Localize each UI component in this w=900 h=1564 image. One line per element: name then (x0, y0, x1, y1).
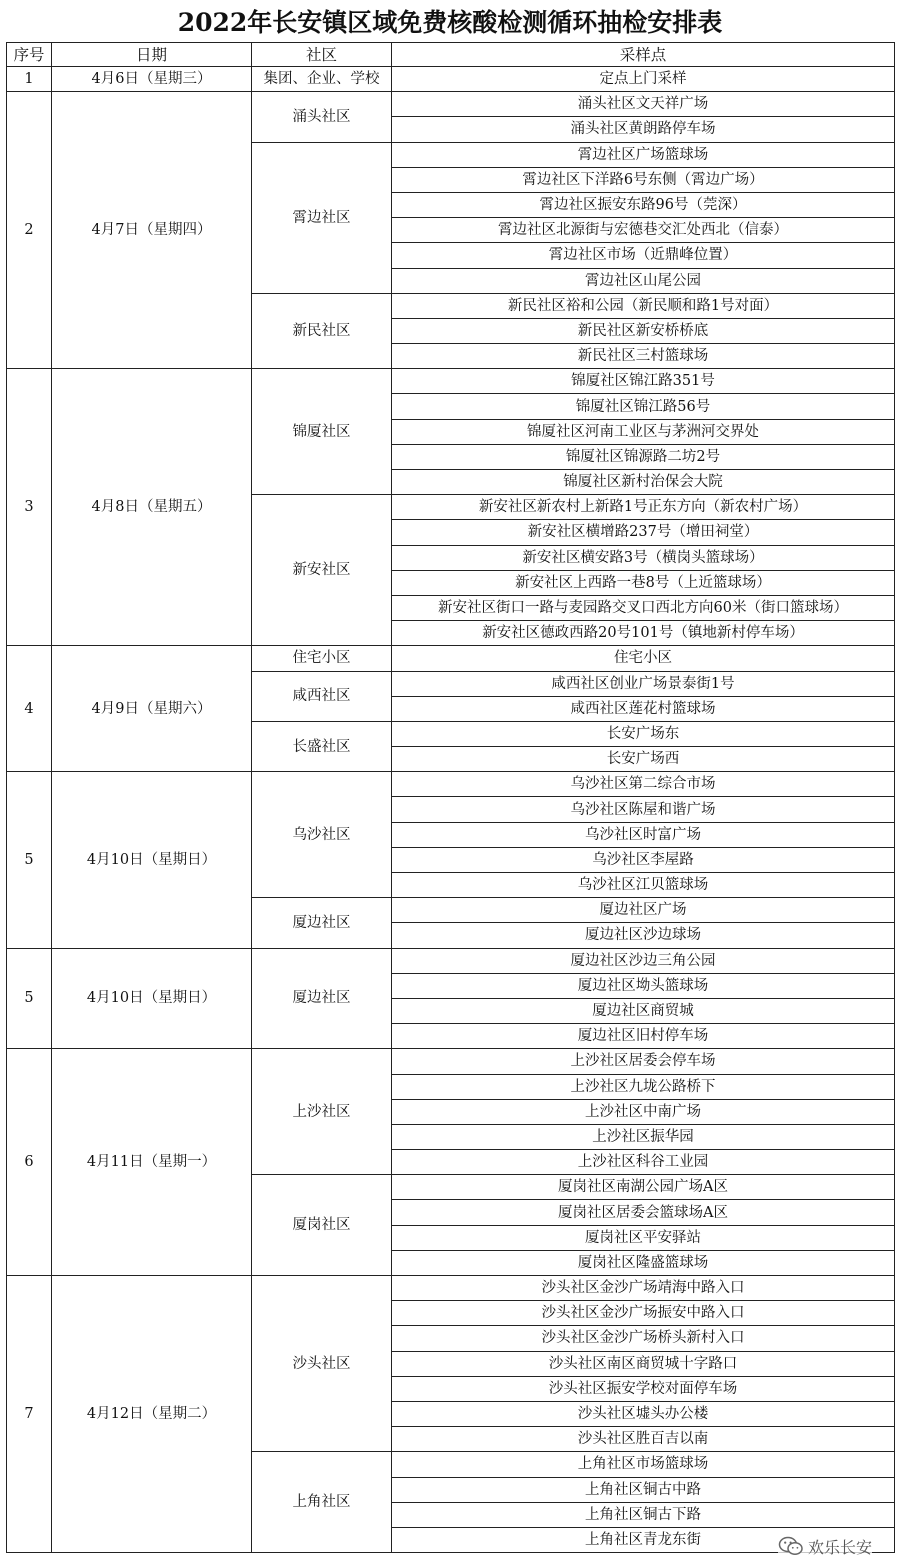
cell-site: 厦边社区广场 (392, 898, 895, 923)
cell-site: 锦厦社区河南工业区与茅洲河交界处 (392, 419, 895, 444)
cell-no: 5 (7, 948, 52, 1049)
cell-site: 新安社区德政西路20号101号（镇地新村停车场） (392, 621, 895, 646)
cell-site: 上沙社区振华园 (392, 1124, 895, 1149)
table-row (7, 1049, 895, 1074)
table-body (7, 67, 895, 1553)
cell-date: 4月9日（星期六） (52, 646, 252, 772)
cell-no: 1 (7, 67, 52, 92)
cell-site: 定点上门采样 (392, 67, 895, 92)
table-row (7, 948, 895, 973)
cell-site: 乌沙社区时富广场 (392, 822, 895, 847)
cell-site: 上沙社区中南广场 (392, 1099, 895, 1124)
cell-community: 集团、企业、学校 (252, 67, 392, 92)
cell-site: 乌沙社区陈屋和谐广场 (392, 797, 895, 822)
cell-site: 咸西社区莲花村篮球场 (392, 696, 895, 721)
cell-site: 厦岗社区平安驿站 (392, 1225, 895, 1250)
cell-date: 4月6日（星期三） (52, 67, 252, 92)
wechat-icon (778, 1536, 804, 1556)
cell-site: 沙头社区金沙广场振安中路入口 (392, 1301, 895, 1326)
table-row (7, 646, 895, 671)
cell-site: 住宅小区 (392, 646, 895, 671)
cell-no: 3 (7, 369, 52, 646)
cell-site: 锦厦社区锦江路56号 (392, 394, 895, 419)
cell-community: 长盛社区 (252, 721, 392, 771)
cell-community: 新民社区 (252, 293, 392, 369)
cell-site: 厦边社区沙边球场 (392, 923, 895, 948)
cell-site: 长安广场西 (392, 747, 895, 772)
cell-site: 新安社区新农村上新路1号正东方向（新农村广场） (392, 495, 895, 520)
cell-site: 霄边社区广场篮球场 (392, 142, 895, 167)
cell-community: 锦厦社区 (252, 369, 392, 495)
cell-site: 厦岗社区居委会篮球场A区 (392, 1200, 895, 1225)
cell-community: 霄边社区 (252, 142, 392, 293)
cell-site: 锦厦社区锦源路二坊2号 (392, 444, 895, 469)
table-row (7, 772, 895, 797)
cell-site: 涌头社区文天祥广场 (392, 92, 895, 117)
cell-site: 厦边社区商贸城 (392, 998, 895, 1023)
header-date: 日期 (52, 43, 252, 67)
cell-date: 4月11日（星期一） (52, 1049, 252, 1276)
cell-site: 厦岗社区南湖公园广场A区 (392, 1175, 895, 1200)
cell-site: 上沙社区科谷工业园 (392, 1150, 895, 1175)
cell-site: 乌沙社区江贝篮球场 (392, 873, 895, 898)
cell-date: 4月10日（星期日） (52, 772, 252, 948)
cell-site: 沙头社区金沙广场桥头新村入口 (392, 1326, 895, 1351)
cell-date: 4月7日（星期四） (52, 92, 252, 369)
cell-site: 新民社区裕和公园（新民顺和路1号对面） (392, 293, 895, 318)
cell-site: 新安社区街口一路与麦园路交叉口西北方向60米（街口篮球场） (392, 595, 895, 620)
cell-site: 上角社区市场篮球场 (392, 1452, 895, 1477)
watermark-text: 欢乐长安 (807, 1537, 872, 1557)
cell-site: 沙头社区胜百吉以南 (392, 1427, 895, 1452)
cell-site: 厦边社区旧村停车场 (392, 1024, 895, 1049)
header-row (7, 43, 895, 67)
page-title: 2022年长安镇区域免费核酸检测循环抽检安排表 (177, 8, 723, 37)
cell-date: 4月12日（星期二） (52, 1276, 252, 1553)
cell-community: 厦岗社区 (252, 1175, 392, 1276)
header-no: 序号 (7, 43, 52, 67)
cell-site: 厦边社区坳头篮球场 (392, 973, 895, 998)
cell-site: 长安广场东 (392, 721, 895, 746)
cell-community: 新安社区 (252, 495, 392, 646)
watermark (778, 1535, 872, 1557)
cell-site: 锦厦社区锦江路351号 (392, 369, 895, 394)
cell-no: 5 (7, 772, 52, 948)
header-community: 社区 (252, 43, 392, 67)
table-row (7, 369, 895, 394)
cell-site: 沙头社区南区商贸城十字路口 (392, 1351, 895, 1376)
cell-community: 厦边社区 (252, 948, 392, 1049)
cell-site: 乌沙社区第二综合市场 (392, 772, 895, 797)
cell-site: 上角社区铜古下路 (392, 1502, 895, 1527)
schedule-table (6, 42, 895, 1553)
cell-site: 新安社区横增路237号（增田祠堂） (392, 520, 895, 545)
cell-site: 涌头社区黄朗路停车场 (392, 117, 895, 142)
header-site: 采样点 (392, 43, 895, 67)
cell-site: 霄边社区北源街与宏德巷交汇处西北（信泰） (392, 218, 895, 243)
cell-community: 上角社区 (252, 1452, 392, 1553)
cell-community: 厦边社区 (252, 898, 392, 948)
cell-site: 新民社区新安桥桥底 (392, 318, 895, 343)
cell-site: 咸西社区创业广场景泰街1号 (392, 671, 895, 696)
cell-site: 霄边社区振安东路96号（莞深） (392, 192, 895, 217)
cell-site: 霄边社区市场（近鼎峰位置） (392, 243, 895, 268)
cell-site: 乌沙社区李屋路 (392, 847, 895, 872)
cell-site: 霄边社区山尾公园 (392, 268, 895, 293)
cell-site: 上沙社区居委会停车场 (392, 1049, 895, 1074)
cell-no: 6 (7, 1049, 52, 1276)
cell-site: 霄边社区下洋路6号东侧（霄边广场） (392, 167, 895, 192)
cell-site: 新安社区上西路一巷8号（上近篮球场） (392, 570, 895, 595)
cell-community: 咸西社区 (252, 671, 392, 721)
cell-site: 沙头社区振安学校对面停车场 (392, 1376, 895, 1401)
cell-no: 4 (7, 646, 52, 772)
cell-community: 上沙社区 (252, 1049, 392, 1175)
table-row (7, 1276, 895, 1301)
cell-date: 4月8日（星期五） (52, 369, 252, 646)
cell-community: 住宅小区 (252, 646, 392, 671)
cell-community: 乌沙社区 (252, 772, 392, 898)
cell-site: 上角社区铜古中路 (392, 1477, 895, 1502)
cell-site: 沙头社区金沙广场靖海中路入口 (392, 1276, 895, 1301)
cell-site: 厦岗社区隆盛篮球场 (392, 1250, 895, 1275)
cell-community: 涌头社区 (252, 92, 392, 142)
table-row (7, 67, 895, 92)
cell-site: 上沙社区九垅公路桥下 (392, 1074, 895, 1099)
cell-site: 锦厦社区新村治保会大院 (392, 470, 895, 495)
cell-date: 4月10日（星期日） (52, 948, 252, 1049)
cell-no: 7 (7, 1276, 52, 1553)
cell-community: 沙头社区 (252, 1276, 392, 1452)
cell-no: 2 (7, 92, 52, 369)
cell-site: 沙头社区墟头办公楼 (392, 1401, 895, 1426)
cell-site: 上角社区青龙东街 (392, 1527, 895, 1552)
cell-site: 厦边社区沙边三角公园 (392, 948, 895, 973)
cell-site: 新民社区三村篮球场 (392, 344, 895, 369)
cell-site: 新安社区横安路3号（横岗头篮球场） (392, 545, 895, 570)
table-row (7, 92, 895, 117)
